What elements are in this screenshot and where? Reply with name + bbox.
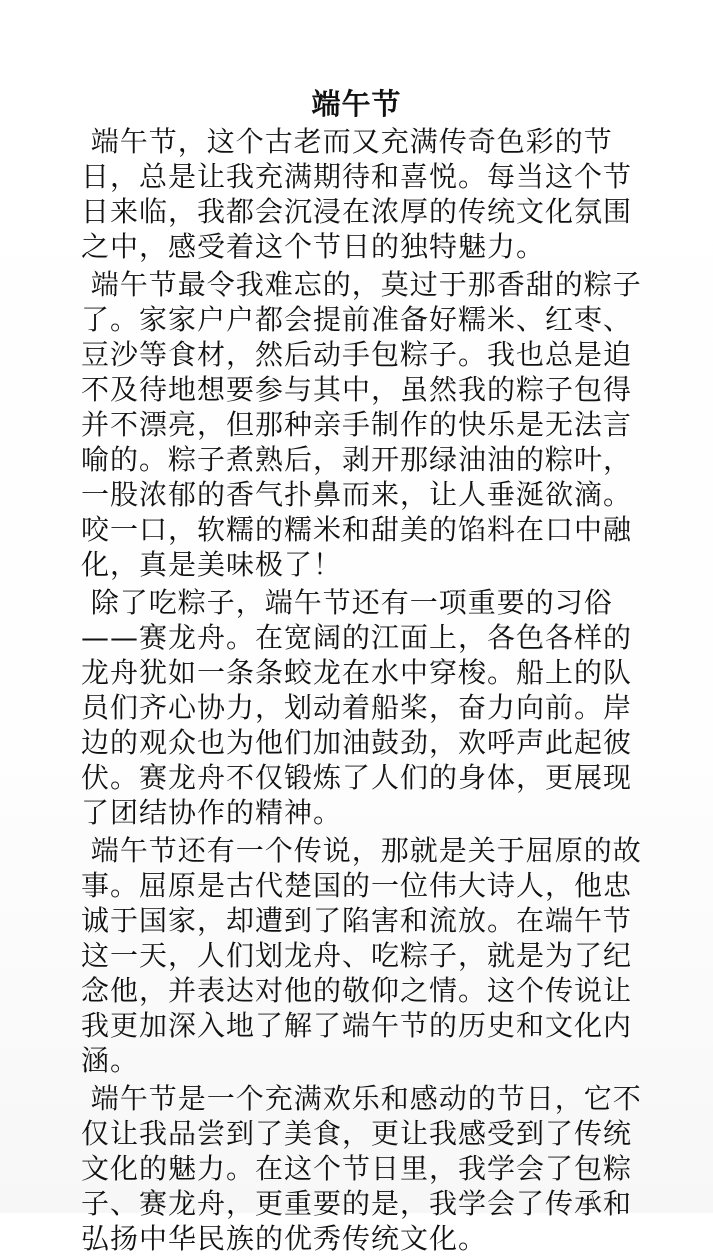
paragraph: 除了吃粽子，端午节还有一项重要的习俗——赛龙舟。在宽阔的江面上，各色各样的龙舟犹如一条条蛟龙在水中穿梭。船上的队员们齐心协力，划动着船桨，奋力向前。岸边的观众也为他们加油鼓劲，欢呼声此起彼伏。赛龙舟不仅锻炼了人们的身体，更展现了团结协作的精神。 bbox=[81, 586, 633, 829]
document-title: 端午节 bbox=[311, 87, 402, 121]
paragraph: 端午节最令我难忘的，莫过于那香甜的粽子了。家家户户都会提前准备好糯米、红枣、豆沙等食材，然后动手包粽子。我也总是迫不及待地想要参与其中，虽然我的粽子包得并不漂亮，但那种亲手制作的快乐是无法言喻的。粽子煮熟后，剥开那绿油油的粽叶，一股浓郁的香气扑鼻而来，让人垂涎欲滴。咬一口，软糯的糯米和甜美的馅料在口中融化，真是美味极了！ bbox=[81, 268, 642, 581]
paragraph: 端午节，这个古老而又充满传奇色彩的节日，总是让我充满期待和喜悦。每当这个节日来临，我都会沉浸在浓厚的传统文化氛围之中，感受着这个节日的独特魅力。 bbox=[81, 125, 633, 263]
document-body bbox=[81, 124, 647, 1256]
paragraph: 端午节是一个充满欢乐和感动的节日，它不仅让我品尝到了美食，更让我感受到了传统文化的魅力。在这个节日里，我学会了包粽子、赛龙舟，更重要的是，我学会了传承和弘扬中华民族的优秀传统文化。 bbox=[81, 1082, 642, 1255]
paragraph: 端午节还有一个传说，那就是关于屈原的故事。屈原是古代楚国的一位伟大诗人，他忠诚于国家，却遭到了陷害和流放。在端午节这一天，人们划龙舟、吃粽子，就是为了纪念他，并表达对他的敬仰之情。这个传说让我更加深入地了解了端午节的历史和文化内涵。 bbox=[81, 834, 642, 1077]
